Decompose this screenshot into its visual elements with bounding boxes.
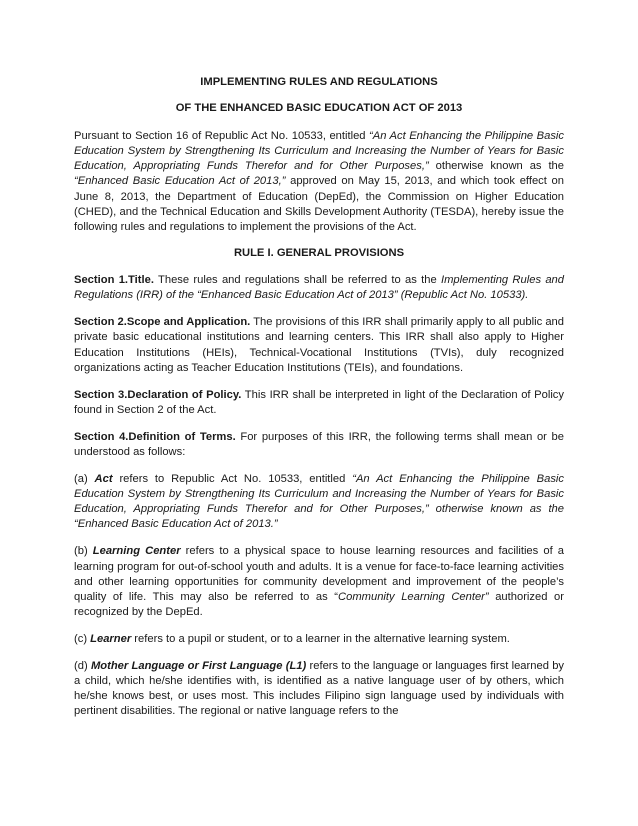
intro-paragraph: Pursuant to Section 16 of Republic Act No. 10533, entitled “An Act Enhancing the Philippine Basic Education System by Strengthening Its Curriculum and Increasing the Number of Years for Basic Education, Appropriating Funds Therefor and for Other Purposes,” otherwise known as the “Enhanced Basic Education Act of 2013,” approved on May 15, 2013, and which took effect on June 8, 2013, the Department of Education (DepEd), the Commission on Higher Education (CHED), and the Technical Education and Skills Development Authority (TESDA), hereby issue the following rules and regulations to implement the provisions of the Act. bbox=[74, 130, 565, 233]
definition-term: Act bbox=[94, 473, 113, 486]
rule-heading: RULE I. GENERAL PROVISIONS bbox=[233, 247, 405, 260]
definition-term: Learning Center bbox=[92, 545, 181, 558]
definition-b: (b) Learning Center refers to a physical space to house learning resources and facilities of a learning program for out-of-school youth and adults. It is a venue for face-to-face learning activities and other learning opportunities for community development and improvement of the people’s quality of life. This may also be referred to as “Community Learning Center” authorized or recognized by the DepEd. bbox=[74, 545, 565, 618]
section-4-paragraph: Section 4.Definition of Terms. For purposes of this IRR, the following terms shall mean or be understood as follows: bbox=[74, 430, 564, 458]
section-4-label: Section 4.Definition of Terms. bbox=[74, 430, 236, 443]
section-2-paragraph: Section 2.Scope and Application. The provisions of this IRR shall primarily apply to all public and private basic educational institutions and learning centers. This IRR shall also apply to Higher Education Institutions (HEIs), Technical-Vocational Institutions (TVIs), duly recognized organizations acting as Teacher Education Institutions (TEIs), and foundations. bbox=[74, 316, 564, 374]
section-3-label: Section 3.Declaration of Policy. bbox=[74, 388, 242, 401]
definition-c: (c) Learner refers to a pupil or student, or to a learner in the alternative learning system. bbox=[74, 632, 510, 645]
definition-d: (d) Mother Language or First Language (L1) refers to the language or languages first learned by a child, which he/she identifies with, is identified as a native language user of by others, which he/she knows best, or uses most. This includes Filipino sign language used by individuals with pertinent disabilities. The regional or native language refers to the bbox=[74, 660, 565, 718]
definition-term: Mother Language or First Language (L1) bbox=[90, 660, 307, 672]
document-subtitle: OF THE ENHANCED BASIC EDUCATION ACT OF 2013 bbox=[175, 102, 463, 115]
section-1-paragraph: Section 1.Title. These rules and regulations shall be referred to as the Implementing Rules and Regulations (IRR) of the “Enhanced Basic Education Act of 2013” (Republic Act No. 10533). bbox=[74, 274, 564, 302]
section-1-label: Section 1.Title. bbox=[74, 274, 154, 287]
definition-term: Learner bbox=[90, 632, 132, 645]
document-page bbox=[74, 68, 564, 731]
document-title: IMPLEMENTING RULES AND REGULATIONS bbox=[200, 76, 438, 88]
definition-a: (a) Act refers to Republic Act No. 10533, entitled “An Act Enhancing the Philippine Basic Education System by Strengthening Its Curriculum and Increasing the Number of Years for Basic Education, Appropriating Funds Therefor and for Other Purposes,” otherwise known as the “Enhanced Basic Education Act of 2013.” bbox=[74, 473, 565, 531]
section-3-paragraph: Section 3.Declaration of Policy. This IRR shall be interpreted in light of the Declaration of Policy found in Section 2 of the Act. bbox=[74, 388, 564, 416]
section-2-label: Section 2.Scope and Application. bbox=[74, 316, 251, 329]
